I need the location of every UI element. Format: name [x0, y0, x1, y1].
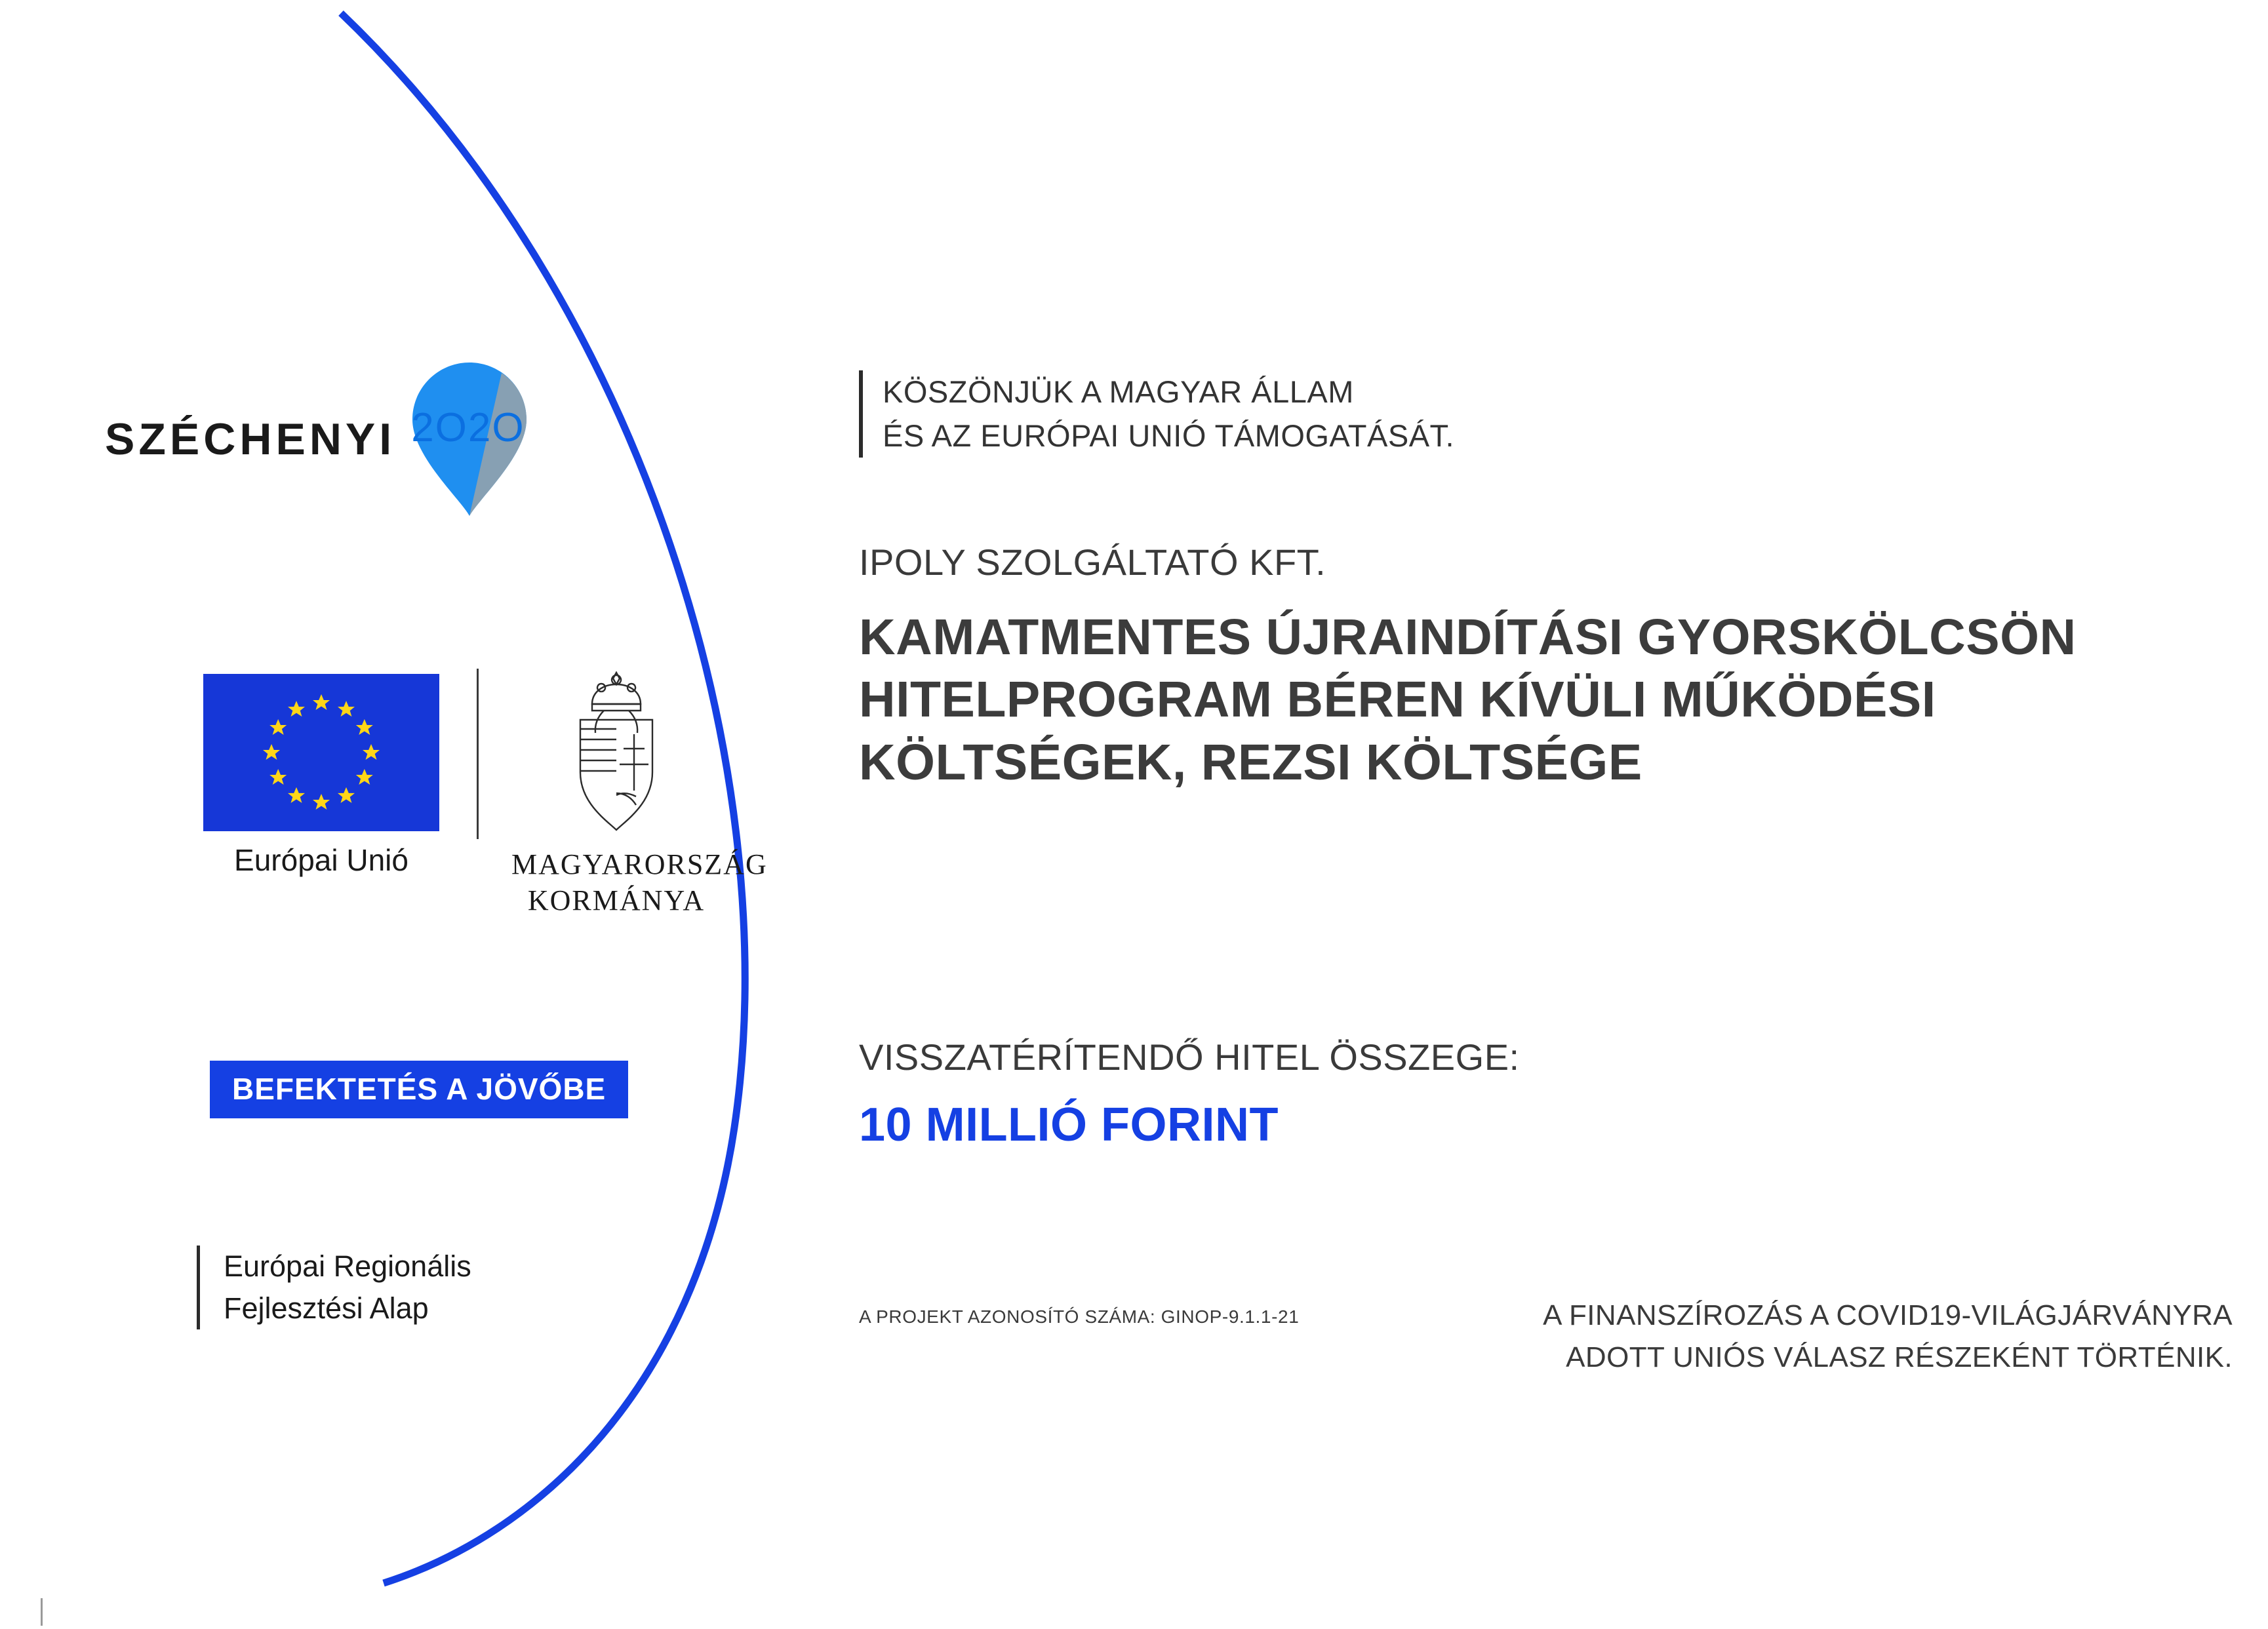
investment-badge: BEFEKTETÉS A JÖVŐBE	[210, 1061, 628, 1118]
thanks-line2: ÉS AZ EURÓPAI UNIÓ TÁMOGATÁSÁT.	[883, 418, 1455, 453]
fund-label	[197, 1246, 471, 1329]
fund-label-line1: Európai Regionális	[224, 1249, 471, 1283]
thanks-note	[859, 370, 1454, 458]
fund-label-line2: Fejlesztési Alap	[224, 1291, 429, 1325]
map-pin-icon	[407, 357, 532, 521]
finance-note	[1543, 1295, 2233, 1379]
gov-label-line1: MAGYARORSZÁG	[511, 848, 768, 880]
hungary-coat-of-arms-icon	[511, 662, 721, 842]
thanks-line1: KÖSZÖNJÜK A MAGYAR ÁLLAM	[883, 374, 1354, 409]
amount-value: 10 MILLIÓ FORINT	[859, 1099, 1279, 1151]
government-logo	[511, 662, 768, 918]
szechenyi-2020-logo	[105, 357, 532, 521]
company-name: IPOLY SZOLGÁLTATÓ KFT.	[859, 541, 1326, 583]
eu-and-government-logos	[105, 662, 768, 924]
finance-note-line1: A FINANSZÍROZÁS A COVID19-VILÁGJÁRVÁNYRA	[1543, 1299, 2233, 1331]
eu-flag-icon	[203, 674, 439, 831]
crop-mark	[41, 1598, 43, 1626]
right-content-column	[859, 0, 2249, 1626]
project-id: A PROJEKT AZONOSÍTÓ SZÁMA: GINOP-9.1.1-21	[859, 1306, 1300, 1327]
left-logo-column	[98, 0, 768, 1626]
eu-flag-label: Európai Unió	[234, 843, 408, 877]
finance-note-line2: ADOTT UNIÓS VÁLASZ RÉSZEKÉNT TÖRTÉNIK.	[1566, 1341, 2233, 1373]
gov-label-line2: KORMÁNYA	[527, 884, 706, 916]
szechenyi-wordmark: SZÉCHENYI	[105, 414, 396, 464]
logo-divider	[477, 669, 479, 839]
szechenyi-year: 2O2O	[411, 405, 525, 450]
amount-label: VISSZATÉRÍTENDŐ HITEL ÖSSZEGE:	[859, 1036, 1520, 1078]
page-title: KAMATMENTES ÚJRAINDÍTÁSI GYORSKÖLCSÖN HITELPROGRAM BÉREN KÍVÜLI MŰKÖDÉSI KÖLTSÉGEK, REZSI KÖLTSÉGE	[859, 609, 2077, 791]
